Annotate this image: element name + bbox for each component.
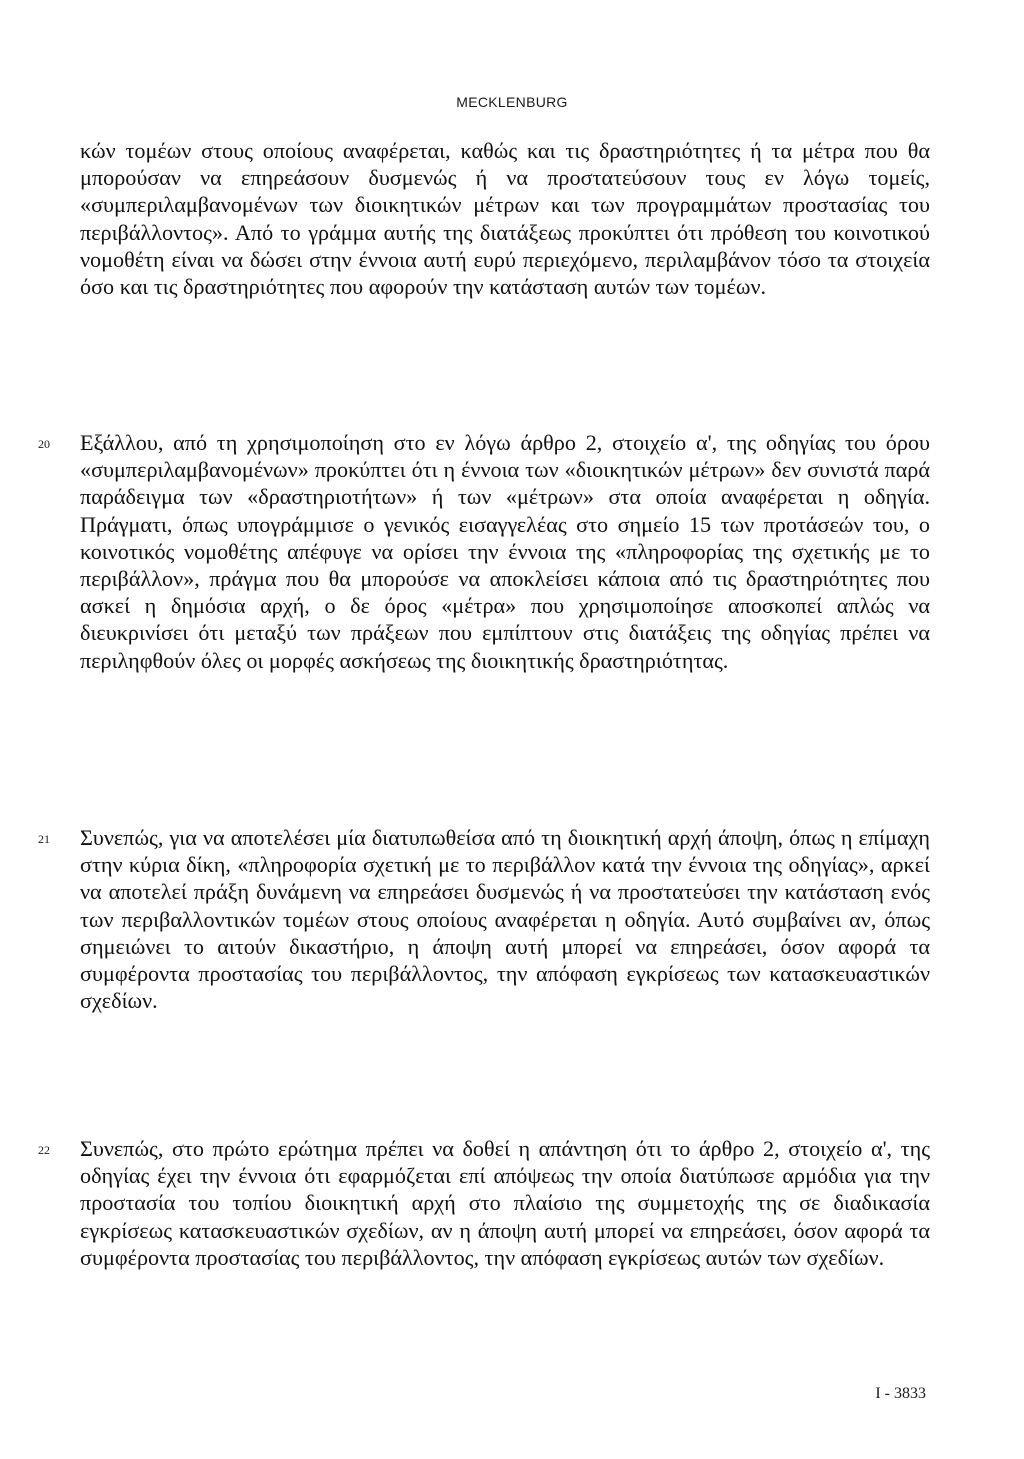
paragraph-number-20: 20 (38, 437, 50, 451)
paragraph-20: Εξάλλου, από τη χρησιμοποίηση στο εν λόγω άρθρο 2, στοιχείο α', της οδηγίας του όρου «συμπεριλαμβανομένων» προκύπτει ότι η έννοια των «διοικητικών μέτρων» δεν συνιστά παρά παράδειγμα των «δραστηριοτήτων» ή των «μέτρων» στα οποία αναφέρεται η οδηγία. Πράγματι, όπως υπογράμμισε ο γενικός εισαγγελέας στο σημείο 15 των προτάσεών του, ο κοινοτικός νομοθέτης απέφυγε να ορίσει την έννοια της «πληροφορίας της σχετικής με το περιβάλλον», πράγμα που θα μπορούσε να αποκλείσει κάποια από τις δραστηριότητες που ασκεί η δημόσια αρχή, ο δε όρος «μέτρα» που χρησιμοποίησε αποσκοπεί απλώς να διευκρινίσει ότι μεταξύ των πράξεων που εμπίπτουν στις διατάξεις της οδηγίας πρέπει να περιληφθούν όλες οι μορφές ασκήσεως της διοικητικής δραστηριότητας. (80, 430, 930, 673)
paragraph-continued: κών τομέων στους οποίους αναφέρεται, καθώς και τις δραστηριότητες ή τα μέτρα που θα μπορούσαν να επηρεάσουν δυσμενώς ή να προστατεύσουν τους εν λόγω τομείς, «συμπεριλαμβανομένων των διοικητικών μέτρων και των προγραμμάτων προστασίας του περιβάλλοντος». Από το γράμμα αυτής της διατάξεως προκύπτει ότι πρόθεση του κοινοτικού νομοθέτη είναι να δώσει στην έννοια αυτή ευρύ περιεχόμενο, περιλαμβάνον τόσο τα στοιχεία όσο και τις δραστηριότητες που αφορούν την κατάσταση αυτών των τομέων. (80, 138, 930, 300)
running-title: MECKLENBURG (456, 94, 568, 110)
paragraph-number-22: 22 (38, 1143, 50, 1157)
paragraph-number-21: 21 (38, 832, 50, 846)
page-number: I - 3833 (875, 1385, 926, 1402)
paragraph-22: Συνεπώς, στο πρώτο ερώτημα πρέπει να δοθεί η απάντηση ότι το άρθρο 2, στοιχείο α', της οδηγίας έχει την έννοια ότι εφαρμόζεται επί απόψεως την οποία διατύπωσε αρμόδια για την προστασία του τοπίου διοικητική αρχή στο πλαίσιο της συμμετοχής της σε διαδικασία εγκρίσεως κατασκευαστικών σχεδίων, αν η άποψη αυτή μπορεί να επηρεάσει, όσον αφορά τα συμφέροντα προστασίας του περιβάλλοντος, την απόφαση εγκρίσεως αυτών των σχεδίων. (80, 1136, 930, 1270)
paragraph-21: Συνεπώς, για να αποτελέσει μία διατυπωθείσα από τη διοικητική αρχή άποψη, όπως η επίμαχη στην κύρια δίκη, «πληροφορία σχετική με το περιβάλλον κατά την έννοια της οδηγίας», αρκεί να αποτελεί πράξη δυνάμενη να επηρεάσει δυσμενώς ή να προστατεύσει την κατάσταση ενός των περιβαλλοντικών τομέων στους οποίους αναφέρεται η οδηγία. Αυτό συμβαίνει αν, όπως σημειώνει το αιτούν δικαστήριο, η άποψη αυτή μπορεί να επηρεάσει, όσον αφορά τα συμφέροντα προστασίας του περιβάλλοντος, την απόφαση εγκρίσεως των κατασκευαστικών σχεδίων. (80, 825, 930, 1014)
